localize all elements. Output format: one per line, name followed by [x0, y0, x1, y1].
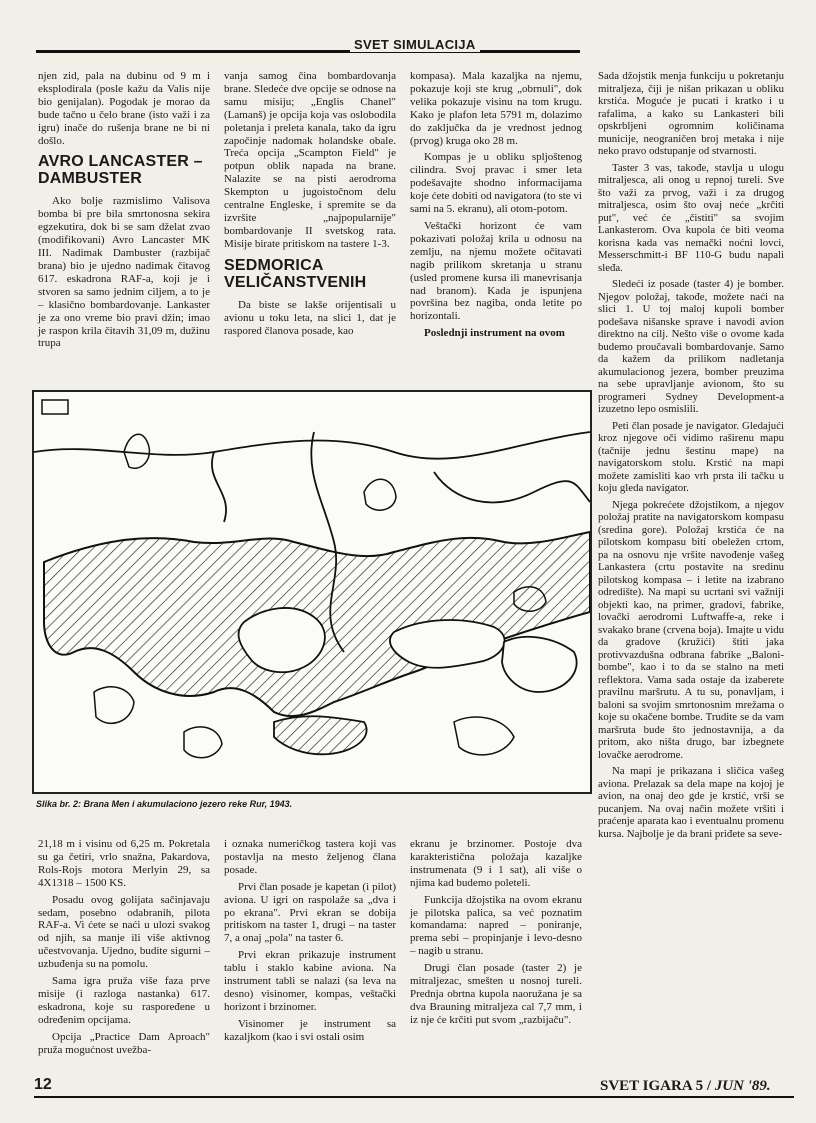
boundary-line: [212, 452, 226, 522]
paragraph: Prvi ekran prikazuje instrument tablu i staklo kabine aviona. Na instrument tabli se nalazi (sa leva na desno) visinomer, kompas, veštački horizont i brzinomer.: [224, 949, 396, 1013]
paragraph: Kompas je u obliku spljoštenog cilindra. Svoj pravac i smer leta podešavajte shodno informacijama koje ćete dobiti od navigatora (to ste vi sami na 5. ekranu), ali otom-potom.: [410, 151, 582, 216]
paragraph: ekranu je brzinomer. Postoje dva karakteristična položaja kazaljke instrumenata (9 i 1 sat), ali više o njima kad budemo poleteli.: [410, 838, 582, 889]
footer-rule: [34, 1096, 794, 1098]
column-3-bottom: [410, 838, 582, 1031]
paragraph: vanja samog čina bombardovanja brane. Sledeće dve opcije se odnose na samu misiju; „Englis Chanel" (Lamanš) je opcija koja vas oslobodila poletanja i preleta kanala, tako da igru započinje nadomak holandske obale. Treća opcija „Scampton Field" je potpun oblik napada na brane. Nalazite se na pisti aerodroma Skempton u jugoistočnom delu centralne Engleske, i spremite se da izvršite „najpopularnije" bombardovanje II svetskog rata. Misije birate pritiskom na tastere 1-3.: [224, 70, 396, 250]
paragraph: Posadu ovog golijata sačinjavaju sedam, posebno odabranih, pilota RAF-a. Vi ćete se naći u ulozi svakog od njih, sa manje ili više aktivnog učestvovanja. Ujedno, budite sigurni – uzbuđenja su na pomolu.: [38, 893, 210, 971]
paragraph: Peti član posade je navigator. Gledajući kroz njegove oči vidimo raširenu mapu (tačnije jednu šestinu mape) na navigatorskom stolu. Krstić na mapi možete zamisliti kao vrh prsta ili tačku u koju gleda navigator.: [598, 419, 784, 494]
paragraph: Njega pokrećete džojstikom, a njegov položaj pratite na navigatorskom kompasu (sredina gore). Položaj krstića će na pilotskom kompasu biti obeležen crtom, pa na osnovu nje vršite navođenje vašeg Lankastera (crtu postavite na sredinu pilotskog kompasa – i letite na izabrano odredište). Na mapi su ucrtani svi važniji objekti kao, na primer, gradovi, fabrike, lovački aerodromi Luftwaffe-a, reke i svakako brane (crvena boja). Imajte u vidu da gradove (kružići) štiti jaka protivvazdušna odbrana fabrike „Baloni-bombe", kao i to da se stalno na meti reflektora. Vama sada ostaje da izaberete pravilnu maršrutu. A tu su, ponavljam, i baloni sa svojim smrtonosnim mrežama o koje su okačene bombe. Trudite se da vam maršruta bude što jednostavnija, a da pritom, ako ništa drugo, bar izbegnete lovačke aerodrome.: [598, 498, 784, 761]
header-rule: [36, 50, 580, 53]
column-1-top: [38, 70, 210, 354]
paragraph: Sama igra pruža više faza prve misije (i razloga nastanka) 617. eskadrona, koje su raspoređene u određenim opcijama.: [38, 975, 210, 1026]
paragraph: Poslednji instrument na ovom: [424, 327, 565, 340]
column-4: [598, 70, 784, 844]
paragraph: Sada džojstik menja funkciju u pokretanju mitraljeza, čiji je nišan prikazan u obliku krstića. Moguće je pucati i kratko i u rafalima, a kako su Lankasteri bili opskrbljeni ogromnim količinama municije, neograničen broj metaka i nije neko pravo odstupanje od stvarnosti.: [598, 70, 784, 157]
paragraph: kompasa). Mala kazaljka na njemu, pokazuje koji ste krug „obrnuli", dok velika pokazuje visinu na tom krugu. Kako je plafon leta 5791 m, dolazimo do zaključka da je vrednost jednog (prvog) kruga oko 28 m.: [410, 70, 582, 147]
contour-squiggle: [124, 434, 149, 468]
paragraph: Visinomer je instrument sa kazaljkom (kao i svi ostali osim: [224, 1017, 396, 1043]
paragraph: Da biste se lakše orijentisali u avionu u toku leta, na slici 1, dat je raspored članova posade, kao: [224, 298, 396, 337]
paragraph: 21,18 m i visinu od 6,25 m. Pokretala su ga četiri, vrlo snažna, Pakardova, Rols-Rojs motora Merlyin 29, sa 4X1318 – 1500 KS.: [38, 838, 210, 889]
magazine-name: SVET IGARA 5 /: [600, 1078, 712, 1094]
paragraph: Taster 3 vas, takođe, stavlja u ulogu mitraljesca, ali onog u repnoj tureli. Sve što važi za prvog, važi i za drugog mitraljesca, osim što ovaj neće „krčiti put", već će „čistiti" sa svojim Lankasterom. Ova kupola će biti veoma korisna kada vas nemački noćni lovci, Messerschmitt-i BF 110-G budu napali sleđa.: [598, 161, 784, 274]
figure-caption: Slika br. 2: Brana Men i akumulaciono jezero reke Rur, 1943.: [36, 799, 293, 809]
dam-lake-map: [32, 390, 592, 794]
contour-squiggle: [184, 727, 222, 758]
page-number: 12: [34, 1076, 52, 1093]
contour-squiggle: [364, 479, 396, 510]
paragraph: Drugi član posade (taster 2) je mitraljezac, smešten u nosnoj tureli. Prednja obrtna kupola naoružana je sa dva Brauning mitraljeza cal 7,7 mm, i iz nje će krčiti put svom „razbijaču".: [410, 962, 582, 1026]
dam-marker: [42, 400, 68, 414]
column-2-top: [224, 70, 396, 341]
contour-squiggle: [94, 687, 134, 724]
section-title: SVET SIMULACIJA: [350, 37, 480, 52]
magazine-footer: [600, 1078, 771, 1095]
map-illustration: [34, 392, 590, 792]
paragraph: Ako bolje razmislimo Valisova bomba bi pre bila smrtonosna sekira egzekutira, dok bi se sam dželat zvao (modifikovani) Avro Lancaster MK III. Nadimak Dambuster (razbijač brana) bio je ujedno nadimak čitavog 617. eskadrona RAF-a, koji je i stvoren sa samo jednim ciljem, a to je – klasično bombardovanje. Lankaster je za ono vreme bio pravi džin; imao je raspon krila čitavih 31,09 m, dužinu trupa: [38, 195, 210, 350]
paragraph: Opcija „Practice Dam Aproach" pruža mogućnost uvežba-: [38, 1030, 210, 1056]
hatched-lake-arm: [274, 716, 367, 754]
paragraph: i oznaka numeričkog tastera koji vas postavlja na mesto željenog člana posade.: [224, 838, 396, 876]
paragraph: Na mapi je prikazana i sličica vašeg aviona. Prelazak sa dela mape na kojoj je avion, na onaj deo gde je krstić, vrši se pucanjem. Na ovaj način možete vršiti i praćenje aparata kao i eventualnu promenu kursa. Najbolje je da brani priđete sa seve-: [598, 765, 784, 840]
column-1-bottom: [38, 838, 210, 1061]
island: [502, 637, 577, 692]
column-3-top: [410, 70, 582, 344]
paragraph: njen zid, pala na dubinu od 9 m i eksplodirala (posle kažu da Valis nije bio genijalan). Pogodak je morao da bude tačno u čelo brane (isto važi i za igru) inače do rušenja brane ne bi ni došlo.: [38, 70, 210, 147]
issue-date: JUN '89.: [714, 1078, 771, 1094]
article-heading-sedmorica: SEDMORICA VELIČANSTVENIH: [224, 256, 367, 291]
column-2-bottom: [224, 838, 396, 1048]
article-heading-lancaster: AVRO LANCASTER – DAMBUSTER: [38, 153, 203, 188]
paragraph: Funkcija džojstika na ovom ekranu je pilotska palica, sa već poznatim komandama: napred – poniranje, prema sebi – propinjanje i levo-desno – nagib u stranu.: [410, 893, 582, 958]
paragraph: Veštački horizont će vam pokazivati položaj krila u odnosu na zemlju, na njemu možete očitavati nagib prilikom skretanja u stranu (usled promene kursa ili manevrisanja nad branom). Kada je ispunjena površina bez nagiba, onda letite po horizontali.: [410, 219, 582, 323]
boundary-line: [434, 472, 590, 502]
paragraph: Sledeći iz posade (taster 4) je bomber. Njegov položaj, takođe, možete naći na slici 1. U toj maloj kupoli bomber podešava nišanske sprave i navodi avion direktno na cilj. Nešto više o ovome kada budemo proučavali bombardovanje. Samo da kažem da prilikom nadletanja akumulacionog jezera, bomber preuzima na sebe upravljanje avionom, što su programeri Sydney Development-a izuzetno lepo osmislili.: [598, 278, 784, 415]
island: [390, 620, 505, 668]
paragraph: Prvi član posade je kapetan (i pilot) aviona. U igri on raspolaže sa „dva i po ekrana". Prvi ekran se dobija pritiskom na taster 1, drugi – na taster 7, a onaj „pola" na taster 6.: [224, 880, 396, 945]
contour-squiggle: [454, 717, 514, 755]
